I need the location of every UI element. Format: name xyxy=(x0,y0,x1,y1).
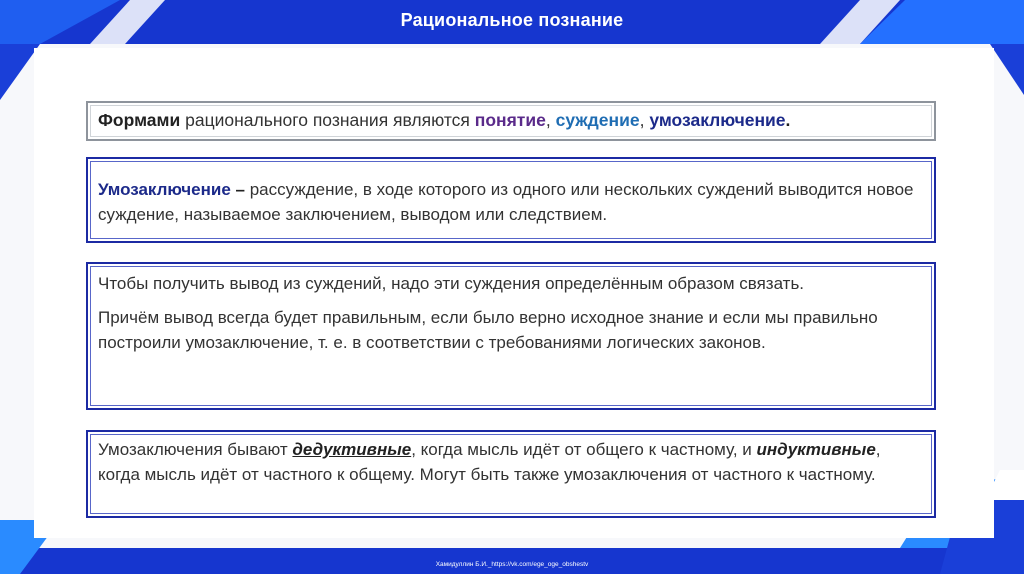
term-inductive: индуктивные xyxy=(756,440,876,459)
definition-dash: – xyxy=(230,180,245,199)
types-text2: , когда мысль идёт от общего к частному, и xyxy=(411,440,757,459)
term-judgment: суждение xyxy=(555,110,640,130)
conclusion-para1: Чтобы получить вывод из суждений, надо эти суждения определённым образом связать. xyxy=(98,274,805,293)
definition-term: Умозаключение xyxy=(98,180,231,199)
types-text1: Умозаключения бывают xyxy=(98,440,293,459)
definition-text: рассуждение, в ходе которого из одного или нескольких суждений выводится новое суждение, называемое заключением, выводом или следствием. xyxy=(98,180,914,224)
forms-text: рационального познания являются xyxy=(180,110,475,130)
term-concept: понятие xyxy=(474,110,546,130)
corner-accent-right xyxy=(990,44,1024,95)
types-box xyxy=(86,430,936,518)
conclusion-box xyxy=(86,262,936,410)
forms-label: Формами xyxy=(98,110,181,130)
sep1: , xyxy=(545,110,556,130)
slide-title: Рациональное познание xyxy=(400,10,624,30)
definition-box xyxy=(86,157,936,243)
conclusion-para2: Причём вывод всегда будет правильным, если было верно исходное знание и если мы правильно построили умозаключение, т. е. в соответствии с требованиями логических законов. xyxy=(98,308,878,352)
term-inference: умозаключение xyxy=(649,110,786,130)
footer-credit: Хамидуллин Б.И._https://vk.com/ege_oge_obshestv xyxy=(435,561,589,568)
types-text3: , когда мысль идёт от частного к общему. Могут быть также умозаключения от частного к частному. xyxy=(98,440,881,484)
term-deductive: дедуктивные xyxy=(292,440,412,459)
forms-box xyxy=(86,101,936,141)
forms-end: . xyxy=(785,110,791,130)
sep2: , xyxy=(639,110,650,130)
